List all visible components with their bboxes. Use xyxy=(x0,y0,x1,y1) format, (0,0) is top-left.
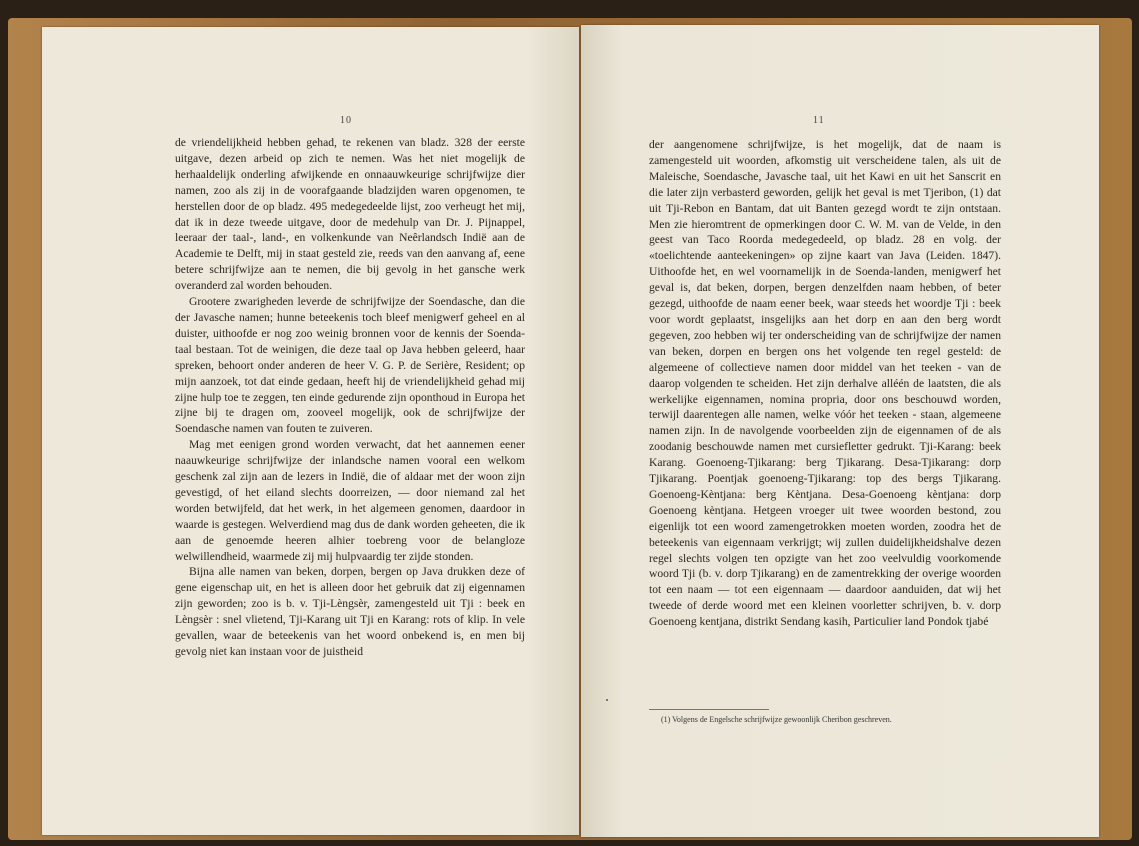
paragraph: Grootere zwarigheden leverde de schrijfwijze der Soendasche, dan die der Javasche namen; hunne beteekenis toch bleef menigwerf geheel en al duister, uithoofde er nog zoo weinig bronnen voor de kennis der Soenda-taal bestaan. Tot de weinigen, die deze taal op Java hebben geleerd, haar spreken, behoort onder anderen de heer V. G. P. de Serière, Resident; op mijn aanzoek, tot dat einde gedaan, heeft hij de vriendelijkheid gehad mij zijne hulp toe te zeggen, ten einde gedurende zijn oponthoud in Europa het zijne bij te dragen om, zooveel mogelijk, ook de schrijfwijze der Soendasche namen van fouten te zuiveren. xyxy=(175,295,525,436)
margin-mark xyxy=(606,699,608,701)
right-page xyxy=(581,25,1099,837)
paragraph: Mag met eenigen grond worden verwacht, dat het aannemen eener naauwkeurige schrijfwijze der inlandsche namen vooral een welkom geschenk zal zijn aan de lezers in Indië, die of aldaar met der woon zijn gevestigd, of het eiland slechts doorreizen, — door niemand zal het worden betwijfeld, dat het werk, in het algemeen genomen, daardoor in waarde is gestegen. Welverdiend mag dus de dank worden geheeten, die ik aan de genoemde heeren alhier toebreng voor de belangloze welwillendheid, waarmede zij mij hulpvaardig ter zijde stonden. xyxy=(175,438,525,563)
footnote-rule xyxy=(649,709,769,710)
paragraph: Bijna alle namen van beken, dorpen, bergen op Java drukken deze of gene eigenschap uit, en het is alleen door het gebruik dat zij eigennamen zijn geworden; zoo is b. v. Tji-Lèngsèr, zamengesteld uit Tji : beek en Lèngsèr : snel vlietend, Tji-Karang uit Tji en Karang: rots of klip. In vele gevallen, waar de beteekenis van het woord onbekend is, en men bij gevolg niet kan instaan voor de juistheid xyxy=(175,565,525,658)
page-text xyxy=(649,137,1001,630)
page-text xyxy=(175,135,525,660)
paragraph: der aangenomene schrijfwijze, is het mogelijk, dat de naam is zamengesteld uit woorden, afkomstig uit verscheidene talen, als uit de Maleische, Soendasche, Javasche taal, uit het Kawi en uit het Sanscrit en die later zijn verbasterd geworden, gelijk het geval is met Tjeribon, (1) dat uit Tji-Rebon en Bantam, dat uit Banten gezegd wordt te zijn ontstaan. Men zie hieromtrent de opmerkingen door C. W. M. van de Velde, in den geest van Taco Roorda medegedeeld, op bladz. 28 en volg. der «toelichtende aanteekeningen» op zijne kaart van Java (Leiden. 1847). Uithoofde het, en wel voornamelijk in de Soenda-landen, menigwerf het geval is, dat beken, dorpen, bergen denzelfden naam hebben, of beter gezegd, uithoofde de naam eener beek, waar steeds het woordje Tji : beek voor wordt geplaatst, insgelijks aan het dorp en aan den berg wordt gegeven, zoo hebben wij ter onderscheiding van de schrijfwijze der namen van beken, dorpen en bergen ons het volgende ten regel gesteld: de algemeene of collectieve namen door middel van het teeken - van de daarop volgenden te scheiden. Het zijn derhalve alléén de laatsten, die als werkelijke eigennamen, nomina propria, door ons beschouwd worden, terwijl daarentegen alle namen, welke vóór het teeken - staan, algemeene namen zijn. In de navolgende voorbeelden zijn de eigennamen of de als zoodanig beschouwde namen met cursiefletter gedrukt. Tji-Karang: beek Karang. Goenoeng-Tjikarang: berg Tjikarang. Desa-Tjikarang: dorp Tjikarang. Poentjak goenoeng-Tjikarang: top des bergs Tjikarang. Goenoeng-Kèntjana: berg Kèntjana. Desa-Goenoeng kèntjana: dorp Goenoeng kèntjana. Hetgeen vroeger uit twee woorden bestond, zou eigenlijk tot een woord zamengetrokken moeten worden, zoodra het de beteekenis van eigennaam verkrijgt; wij zullen duidelijkheidshalve dezen regel slechts volgen ten opzigte van het zoo veelvuldig voorkomende woord Tji (b. v. dorp Tjikarang) en de zamentrekking der overige woorden tot een naam — tot een eigennaam — daardoor aanduiden, dat wij het tweede of derde woord met een kleinen voorletter schrijven, b. v. dorp Goenoeng kentjana, distrikt Sendang kasih, Particulier land Pondok tjabé xyxy=(649,138,1001,629)
footnote: (1) Volgens de Engelsche schrijfwijze gewoonlijk Cheribon geschreven. xyxy=(661,715,892,724)
paragraph: de vriendelijkheid hebben gehad, te rekenen van bladz. 328 der eerste uitgave, dezen arbeid op zich te nemen. Was het niet mogelijk de herhaaldelijk onderling afwijkende en onnaauwkeurige schrijfwijze dier namen, zoo als zij in de voorafgaande bladzijden waren opgenomen, te herstellen door de op bladz. 495 medegedeelde lijst, zoo verheugt het mij, dat ik in deze tweede uitgave, door de medehulp van Dr. J. Pijnappel, leeraar der taal-, land-, en volkenkunde van Neêrlandsch Indië aan de Academie te Delft, mij in staat gesteld zie, reeds van den aanvang af, eene betere schrijfwijze aan te nemen, die bij gevolg in het gansche werk overanderd zal worden behouden. xyxy=(175,136,525,293)
page-number: 11 xyxy=(813,115,825,126)
left-page xyxy=(42,27,579,835)
page-number: 10 xyxy=(340,115,352,126)
